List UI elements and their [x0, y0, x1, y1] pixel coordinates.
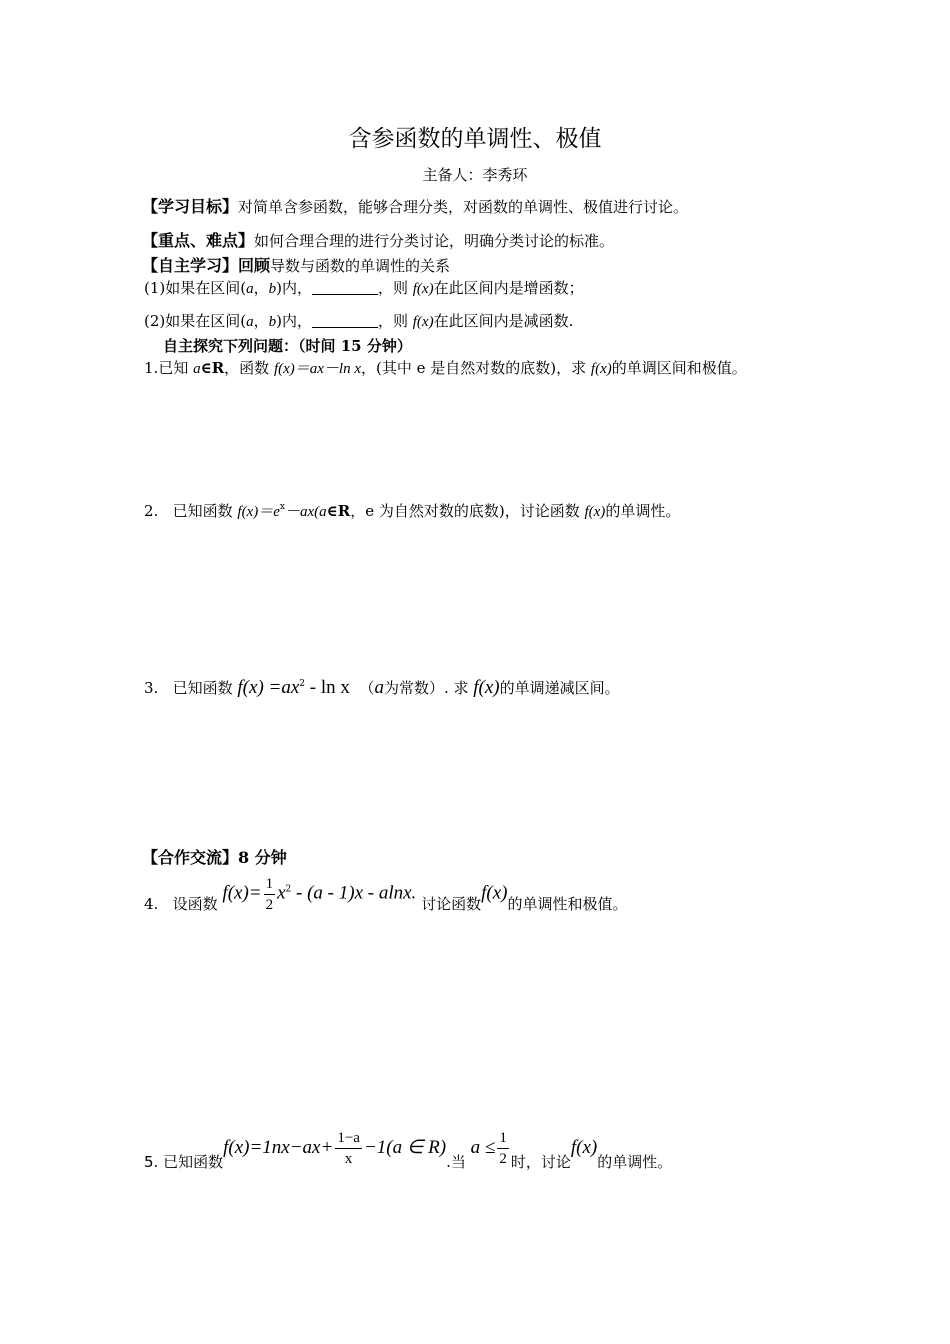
page-title: 含参函数的单调性、极值 — [348, 126, 602, 152]
author-line: 主备人：李秀环 — [422, 166, 528, 184]
question-3: 3. 已知函数 $f(x) =ax^2 - \ln x$ （a为常数）. 求 f(x)的单调递减区间。 — [144, 677, 620, 698]
fraction: $\frac{1}{2}$ — [265, 876, 274, 913]
coop-heading: 【合作交流】8 分钟 — [142, 848, 287, 867]
question-2: 2. 已知函数 $f(x)=e^x-ax(a\in R$，e 为自然对数的底数)，讨论函数 f(x)的单调性。 — [144, 502, 681, 520]
answer-blank[interactable] — [312, 280, 378, 295]
explore-heading: 自主探究下列问题：（时间 15 分钟） — [163, 337, 412, 355]
review-item-2: (2)如果在区间(a，b)内， ，则 f(x)在此区间内是减函数. — [144, 312, 574, 330]
self-study — [142, 256, 450, 276]
question-1: 1.已知 a∈R，函数 f(x)＝ax－ln x，(其中 e 是自然对数的底数)，求 f(x)的单调区间和极值。 — [144, 359, 747, 377]
learning-goal — [142, 197, 688, 217]
key-points-text: 如何合理合理的进行分类讨论，明确分类讨论的标准。 — [254, 232, 615, 250]
fraction: $\frac{1}{2}$ — [499, 1130, 507, 1167]
self-study-text: 导数与函数的单调性的关系 — [270, 257, 451, 275]
learning-goal-label: 【学习目标】 — [142, 197, 239, 216]
fraction: $\frac{1-a}{x}$ — [337, 1130, 360, 1167]
learning-goal-text: 对简单含参函数，能够合理分类，对函数的单调性、极值进行讨论。 — [238, 198, 689, 216]
question-4: 4. 设函数 f(x)= $\frac{1}{2}$ $x^2 - (a - 1)x$ - alnx. 讨论函数f(x)的单调性和极值。 — [144, 876, 628, 913]
review-item-1: (1)如果在区间(a，b)内， ，则 f(x)在此区间内是增函数； — [144, 279, 584, 297]
question-5: 5. 已知函数f(x)=1nx−ax+ $\frac{1-a}{x}$ −1(a ∈ R).当 a ≤ $\frac{1}{2}$ 时，讨论f(x)的单调性。 — [144, 1130, 673, 1171]
answer-blank[interactable] — [312, 313, 378, 328]
key-points — [142, 231, 614, 251]
key-points-label: 【重点、难点】 — [142, 231, 255, 250]
self-study-label: 【自主学习】回顾 — [142, 256, 271, 275]
